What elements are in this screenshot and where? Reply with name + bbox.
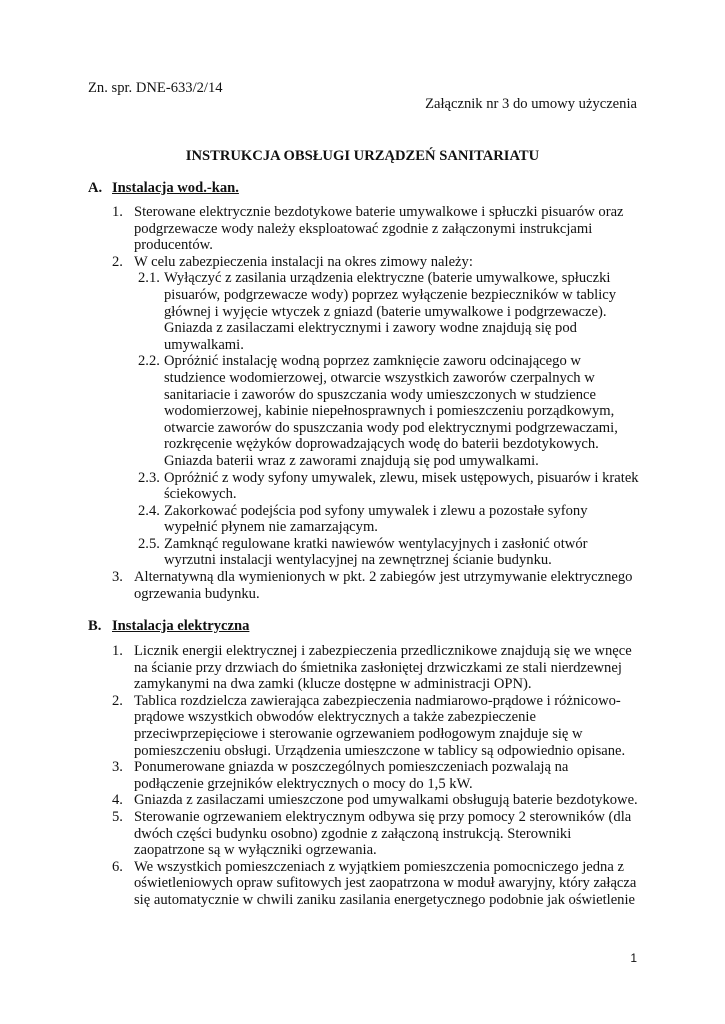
item-text: W celu zabezpieczenia instalacji na okres zimowy należy:: [134, 253, 473, 270]
item-text: Ponumerowane gniazda w poszczególnych pomieszczeniach pozwalają na podłączenie grzejników elektrycznych o mocy do 1,5 kW.: [134, 759, 569, 792]
sublist: [134, 270, 639, 569]
item-number: 6.: [112, 858, 123, 875]
sublist-item: [134, 536, 639, 569]
list-item: [0, 204, 725, 254]
item-text: Sterowane elektrycznie bezdotykowe baterie umywalkowe i spłuczki pisuarów oraz podgrzewacze wody należy eksploatować zgodnie z załączonymi instrukcjami producentów.: [134, 204, 624, 254]
item-number: 3.: [112, 569, 123, 586]
list-item: [0, 643, 725, 693]
subitem-text: Opróżnić z wody syfony umywalek, zlewu, misek ustępowych, pisuarów i kratek ściekowych.: [164, 469, 639, 503]
item-text: Sterowanie ogrzewaniem elektrycznym odbywa się przy pomocy 2 sterowników (dla dwóch części budynku osobno) zgodnie z załączoną instrukcją. Sterowniki zaopatrzone są w wyłączniki ogrzewania.: [134, 808, 632, 859]
subitem-number: 2.3.: [138, 469, 160, 486]
item-text: Alternatywną dla wymienionych w pkt. 2 zabiegów jest utrzymywanie elektrycznego ogrzewania budynku.: [134, 569, 633, 602]
section-a-heading: [88, 180, 239, 197]
list-item: [0, 809, 725, 859]
list-item: [0, 254, 725, 569]
section-b-heading: [88, 618, 249, 635]
item-number: 2.: [112, 253, 123, 270]
section-b-letter: B.: [88, 618, 102, 634]
subitem-text: Wyłączyć z zasilania urządzenia elektryczne (baterie umywalkowe, spłuczki pisuarów, podgrzewacze wody) poprzez wyłączenie bezpieczników w tablicy głównej i wyjęcie wtyczek z gniazd (baterie umywalkowe i podgrzewacze). Gniazda z zasilaczami elektrycznymi i zawory wodne znajdują się pod umywalkami.: [164, 270, 617, 353]
list-item: [0, 569, 725, 602]
section-b-title: Instalacja elektryczna: [112, 618, 250, 634]
subitem-text: Zakorkować podejścia pod syfony umywalek i zlewu a pozostałe syfony wypełnić płynem nie zamarzającym.: [164, 502, 588, 536]
section-a-letter: A.: [88, 180, 103, 196]
page-number: 1: [630, 951, 637, 965]
subitem-number: 2.4.: [138, 502, 160, 519]
sublist-item: [134, 270, 639, 353]
document-title: INSTRUKCJA OBSŁUGI URZĄDZEŃ SANITARIATU: [185, 148, 540, 164]
sublist-item: [134, 503, 639, 536]
subitem-number: 2.2.: [138, 353, 160, 370]
subitem-number: 2.1.: [138, 270, 160, 287]
attachment-label: Załącznik nr 3 do umowy użyczenia: [425, 96, 637, 112]
item-text: Tablica rozdzielcza zawierająca zabezpieczenia nadmiarowo-prądowe i różnicowo-prądowe wszystkich obwodów elektrycznych a także zabezpieczenie przeciwprzepięciowe i sterowanie ogrzewaniem podłogowym znajduje się w pomieszczeniu obsługi. Urządzenia umieszczone w tablicy są odpowiednio opisane.: [134, 692, 626, 759]
list-item: [0, 859, 725, 909]
item-number: 3.: [112, 759, 123, 776]
section-a-title: Instalacja wod.-kan.: [112, 180, 239, 196]
section-b-list: [0, 643, 725, 909]
item-number: 2.: [112, 692, 123, 709]
item-text: Gniazda z zasilaczami umieszczone pod umywalkami obsługują baterie bezdotykowe.: [134, 792, 638, 809]
sublist-item: [134, 353, 639, 469]
item-number: 1.: [112, 643, 123, 659]
list-item: [0, 759, 725, 792]
list-item: [0, 693, 725, 759]
list-item: [0, 792, 725, 809]
item-text: We wszystkich pomieszczeniach z wyjątkiem pomieszczenia pomocniczego jedna z oświetleniowych opraw sufitowych jest zaopatrzona w moduł awaryjny, który załącza się automatycznie w chwili zaniku zasilania energetycznego podobnie jak oświetlenie: [134, 858, 637, 908]
subitem-text: Zamknąć regulowane kratki nawiewów wentylacyjnych i zasłonić otwór wyrzutni instalacji wentylacyjnej na zewnętrznej ścianie budynku.: [164, 535, 588, 569]
item-text: Licznik energii elektrycznej i zabezpieczenia przedlicznikowe znajdują się we wnęce na ścianie przy drzwiach do śmietnika zasłoniętej drzwiczkami ze stali nierdzewnej zamykanymi na dwa zamki (klucze dostępne w administracji OPN).: [134, 643, 632, 693]
subitem-text: Opróżnić instalację wodną poprzez zamknięcie zaworu odcinającego w studzience wodomierzowej, otwarcie wszystkich zaworów czerpalnych w sanitariacie i zaworów do spuszczania wody umieszczonych w studzience wodomierzowej, kabinie niepełnosprawnych i pomieszczeniu porządkowym, otwarcie zaworów do spuszczania wody pod elektrycznymi podgrzewaczami, rozkręcenie wężyków doprowadzających wodę do baterii bezdotykowych. Gniazda baterii wraz z zaworami znajdują się pod umywalkami.: [164, 353, 618, 469]
subitem-number: 2.5.: [138, 535, 160, 552]
item-number: 4.: [112, 792, 123, 809]
item-number: 1.: [112, 204, 123, 220]
reference-number: Zn. spr. DNE-633/2/14: [88, 80, 223, 96]
sublist-item: [134, 470, 639, 503]
section-a-list: [0, 204, 725, 602]
item-number: 5.: [112, 808, 123, 825]
